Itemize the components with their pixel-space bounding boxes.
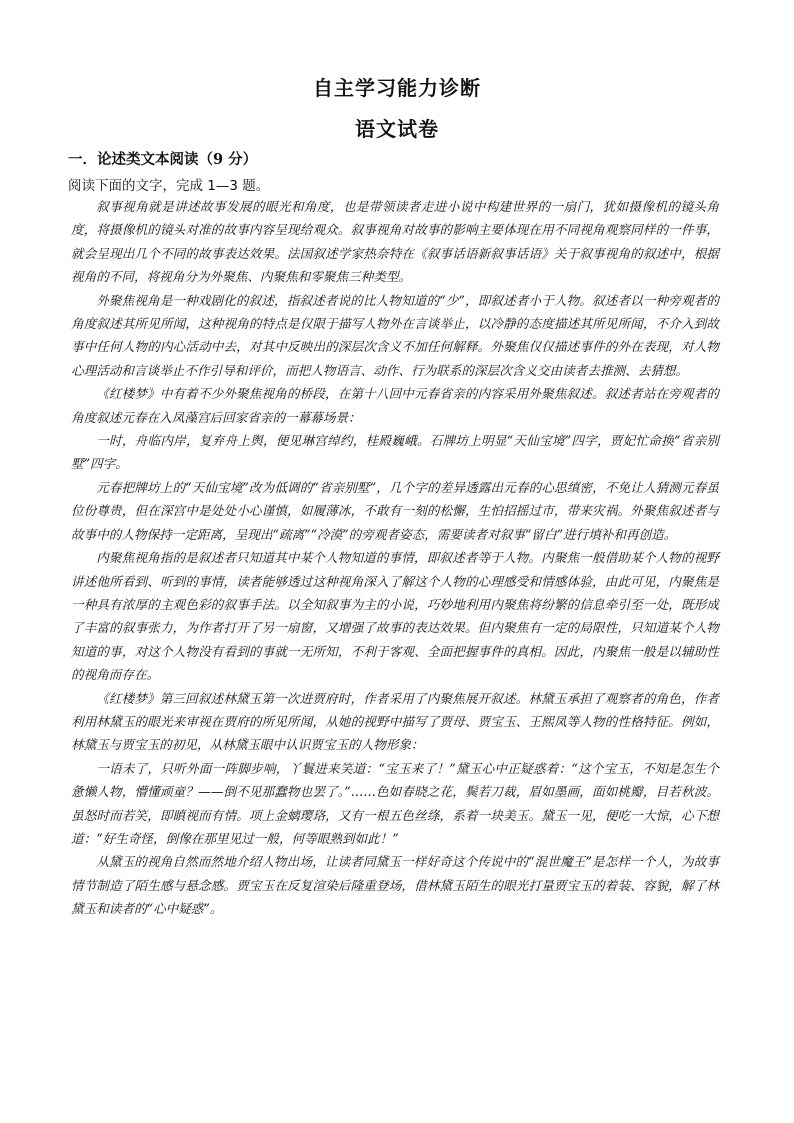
exam-subtitle: 语文试卷 [355,117,439,141]
section-heading: 一．论述类文本阅读（9 分） [68,151,258,168]
passage-quote: 一语未了，只听外面一阵脚步响，丫鬟进来笑道：“宝玉来了！”黛玉心中正疑惑着：“这个宝玉，不知是怎生个惫懒人物，懵懂顽童？——倒不见那蠢物也罢了。”……色如春晓之花，鬓若刀裁，眉如墨画，面如桃瓣，目若秋波。虽怒时而若笑，即瞋视而有情。项上金螭璎珞，又有一根五色丝绦，系着一块美玉。黛玉一见，便吃一大惊，心下想道：“好生奇怪，倒像在那里见过一般，何等眼熟到如此！” [71,760,719,846]
passage-paragraph: 《红楼梦》中有着不少外聚焦视角的桥段，在第十八回中元春省亲的内容采用外聚焦叙述。叙述者站在旁观者的角度叙述元春在入凤藻宫后回家省亲的一幕幕场景： [71,386,719,425]
reading-instruction: 阅读下面的文字，完成 1—3 题。 [68,178,270,194]
passage-paragraph: 内聚焦视角指的是叙述者只知道其中某个人物知道的事情，即叙述者等于人物。内聚焦一般借助某个人物的视野讲述他所看到、听到的事情，读者能够透过这种视角深入了解这个人物的心理感受和情感体验，由此可见，内聚焦是一种具有浓厚的主观色彩的叙事手法。以全知叙事为主的小说，巧妙地利用内聚焦将纷繁的信息牵引至一处，既形成了丰富的叙事张力，为作者打开了另一扇窗，又增强了故事的表达效果。但内聚焦有一定的局限性，只知道某个人物知道的事，对这个人物没有看到的事就一无所知，不利于客观、全面把握事件的真相。因此，内聚焦一般是以辅助性的视角而存在。 [71,550,719,683]
passage-body [71,195,719,921]
exam-title: 自主学习能力诊断 [313,76,481,100]
passage-paragraph: 《红楼梦》第三回叙述林黛玉第一次进贾府时，作者采用了内聚焦展开叙述。林黛玉承担了观察者的角色，作者利用林黛玉的眼光来审视在贾府的所见所闻，从她的视野中描写了贾母、贾宝玉、王熙凤等人物的性格特征。例如，林黛玉与贾宝玉的初见，从林黛玉眼中认识贾宝玉的人物形象： [71,690,719,753]
passage-paragraph: 元春把牌坊上的“天仙宝境”改为低调的“省亲别墅”，几个字的差异透露出元春的心思缜密，不免让人猜测元春虽位份尊贵，但在深宫中是处处小心谨慎，如履薄冰，不敢有一刻的松懈，生怕招摇过市，带来灾祸。外聚焦叙述者与故事中的人物保持一定距离，呈现出“疏离”“冷漠”的旁观者姿态，需要读者对叙事“留白”进行填补和再创造。 [71,479,719,542]
passage-paragraph: 从黛玉的视角自然而然地介绍人物出场，让读者同黛玉一样好奇这个传说中的“混世魔王”是怎样一个人，为故事情节制造了陌生感与悬念感。贾宝玉在反复渲染后隆重登场，借林黛玉陌生的眼光打量贾宝玉的着装、容貌，解了林黛玉和读者的“心中疑惑”。 [71,854,719,917]
passage-quote: 一时，舟临内岸，复弃舟上舆，便见琳宫绰约，桂殿巍峨。石牌坊上明显“天仙宝境”四字，贾妃忙命换“省亲别墅”四字。 [71,433,719,472]
passage-paragraph: 叙事视角就是讲述故事发展的眼光和角度，也是带领读者走进小说中构建世界的一扇门，犹如摄像机的镜头角度，将摄像机的镜头对准的故事内容呈现给观众。叙事视角对故事的影响主要体现在用不同视角观察同样的一件事，就会呈现出几个不同的故事表达效果。法国叙述学家热奈特在《叙事话语新叙事话语》关于叙事视角的叙述中，根据视角的不同，将视角分为外聚焦、内聚焦和零聚焦三种类型。 [71,199,719,285]
passage-paragraph: 外聚焦视角是一种戏剧化的叙述，指叙述者说的比人物知道的“少”，即叙述者小于人物。叙述者以一种旁观者的角度叙述其所见所闻，这种视角的特点是仅限于描写人物外在言谈举止，以冷静的态度描述其所见所闻，不介入到故事中任何人物的内心活动中去，对其中反映出的深层次含义不加任何解释。外聚焦仅仅描述事件的外在表现，对人物心理活动和言谈举止不作引导和评价，而把人物语言、动作、行为联系的深层次含义交由读者去推测、去猜想。 [71,292,719,378]
